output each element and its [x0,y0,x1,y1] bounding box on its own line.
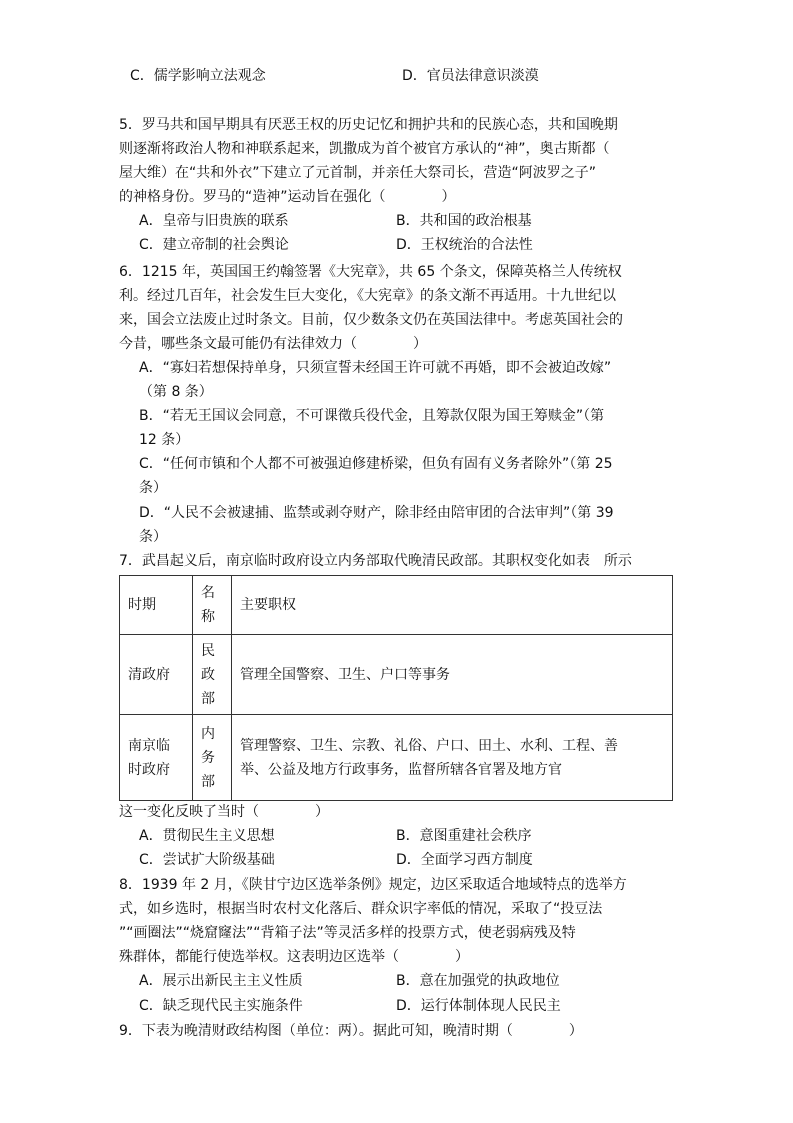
q5-stem-line-3: 屋大维）在“共和外衣”下建立了元首制，并亲任大祭司长，营造“阿波罗之子” [119,165,597,181]
q5-stem-line-4: 的神格身份。罗马的“造神”运动旨在强化（ ） [119,189,456,205]
row1-name-text: 民 政 部 [201,642,215,707]
table-header-row [120,576,673,635]
q8-stem-line-3: ”“画圈法”“烧窟窿法”“背箱子法”等灵活多样的投票方式，使老弱病残及特 [119,925,576,941]
q6-stem-line-2: 利。经过几百年，社会发生巨大变化，《大宪章》的条文渐不再适用。十九世纪以 [119,288,616,304]
q7-option-a: A．贯彻民生主义思想 [139,828,275,844]
q7-stem-intro: 7．武昌起义后，南京临时政府设立内务部取代晚清民政部。其职权变化如表 所示 [119,553,632,569]
row1-period [120,635,193,715]
row2-name-text: 内 务 部 [201,725,215,790]
row2-period [120,715,193,801]
q5-option-d: D．王权统治的合法性 [396,237,533,253]
q8-option-b: B．意在加强党的执政地位 [396,973,560,989]
q7-option-c: C．尝试扩大阶级基础 [139,852,275,868]
q6-option-a-line-1: A．“寡妇若想保持单身，只须宣誓未经国王许可就不再婚，即不会被迫改嫁” [139,360,612,376]
q6-stem-line-1: 6．1215 年，英国国王约翰签署《大宪章》，共 65 个条文，保障英格兰人传统权 [119,264,622,280]
q4-option-c: C．儒学影响立法观念 [130,68,266,84]
q5-stem-line-2: 则逐渐将政治人物和神联系起来，凯撒成为首个被官方承认的“神”，奥古斯都（ [119,141,610,157]
header-period-text: 时期 [128,597,156,613]
q6-option-a-line-2: （第 8 条） [139,384,213,400]
table-row [120,635,673,715]
q7-option-b: B．意图重建社会秩序 [396,828,532,844]
row1-duty-text: 管理全国警察、卫生、户口等事务 [240,666,450,683]
q5-stem-line-1: 5．罗马共和国早期具有厌恶王权的历史记忆和拥护共和的民族心态，共和国晚期 [119,117,618,133]
header-name-text: 名 称 [201,585,215,625]
q6-option-b-line-2: 12 条） [139,432,190,448]
q8-option-c: C．缺乏现代民主实施条件 [139,998,303,1014]
row2-period-text: 南京临 时政府 [128,737,170,778]
q7-option-d: D．全面学习西方制度 [396,852,533,868]
q6-stem-line-4: 今昔，哪些条文最可能仍有法律效力（ ） [119,336,427,352]
row2-duty-text: 管理警察、卫生、宗教、礼俗、户口、田土、水利、工程、善 举、公益及地方行政事务，监督所辖各官署及地方官 [240,737,618,778]
header-period [120,576,193,635]
q6-option-d-line-2: 条） [139,529,167,545]
q8-option-d: D．运行体制体现人民民主 [396,998,561,1014]
q9-stem: 9．下表为晚清财政结构图（单位：两）。据此可知，晚清时期（ ） [119,1023,583,1039]
q8-stem-line-1: 8．1939 年 2 月，《陕甘宁边区选举条例》规定，边区采取适合地域特点的选举方 [119,877,627,893]
q6-option-c-line-2: 条） [139,480,167,496]
table-row [120,715,673,801]
q5-option-b: B．共和国的政治根基 [396,213,532,229]
row1-duty [232,635,673,715]
q7-duty-table [119,575,673,801]
q8-stem-line-4: 殊群体，都能行使选举权。这表明边区选举（ ） [119,949,469,965]
q6-option-c-line-1: C．“任何市镇和个人都不可被强迫修建桥梁，但负有固有义务者除外”（第 25 [139,456,613,472]
q6-stem-line-3: 来，国会立法废止过时条文。目前，仅少数条文仍在英国法律中。考虑英国社会的 [119,312,623,328]
q8-option-a: A．展示出新民主主义性质 [139,973,303,989]
row1-period-text: 清政府 [128,666,170,683]
q6-option-b-line-1: B．“若无王国议会同意，不可课徵兵役代金，且筹款仅限为国王筹赎金”（第 [139,408,605,424]
header-name [193,576,232,635]
row1-name [193,635,232,715]
header-duty [232,576,673,635]
header-duty-text: 主要职权 [240,597,296,613]
q4-option-d: D．官员法律意识淡漠 [402,68,539,84]
row2-duty [232,715,673,801]
q5-option-c: C．建立帝制的社会舆论 [139,237,289,253]
row2-name [193,715,232,801]
q7-stem: 这一变化反映了当时（ ） [119,804,329,820]
q6-option-d-line-1: D．“人民不会被逮捕、监禁或剥夺财产，除非经由陪审团的合法审判”（第 39 [139,505,614,521]
q8-stem-line-2: 式，如乡选时，根据当时农村文化落后、群众识字率低的情况，采取了“投豆法 [119,901,603,917]
q5-option-a: A．皇帝与旧贵族的联系 [139,213,289,229]
